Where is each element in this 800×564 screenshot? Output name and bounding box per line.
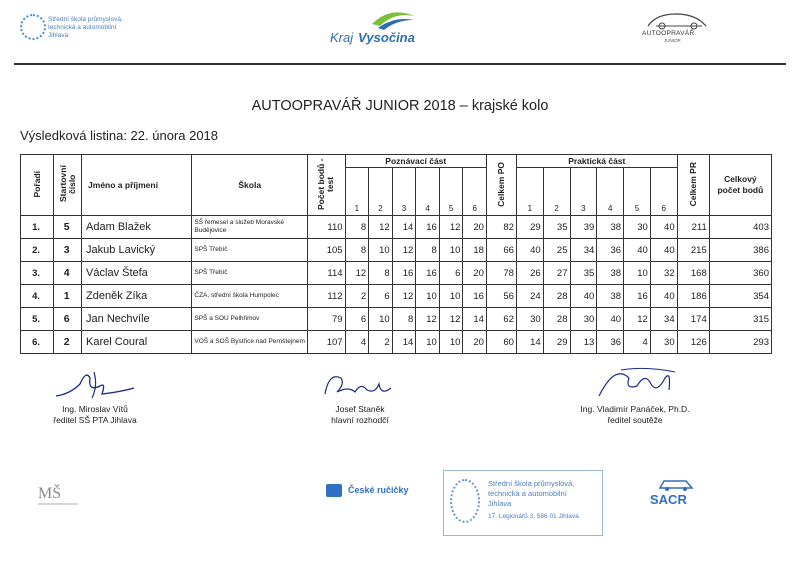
test-points-cell: 105: [308, 239, 345, 262]
practical-score-cell: 24: [516, 285, 543, 308]
practical-score-cell: 26: [516, 262, 543, 285]
recognition-score-cell: 20: [463, 216, 487, 239]
school-cell: SPŠ a SOU Pelhřimov: [192, 308, 308, 331]
name-cell: Jakub Lavický: [82, 239, 192, 262]
svg-text:MŠ: MŠ: [38, 485, 62, 502]
recognition-score-cell: 10: [416, 331, 440, 354]
practical-score-cell: 40: [650, 239, 677, 262]
practical-score-cell: 14: [516, 331, 543, 354]
table-row: [21, 285, 772, 308]
results-table: [20, 154, 772, 354]
po-col-1: 1: [345, 168, 369, 216]
recognition-total-cell: 62: [486, 308, 516, 331]
practical-score-cell: 30: [516, 308, 543, 331]
practical-total-cell: 186: [677, 285, 709, 308]
signature-1-role: ředitel SŠ PTA Jihlava: [53, 415, 137, 425]
stamp-seal-icon: [450, 479, 480, 523]
header-start: Startovní číslo: [54, 155, 82, 216]
practical-score-cell: 30: [570, 308, 597, 331]
practical-score-cell: 29: [543, 331, 570, 354]
ceske-rucicky-logo: [326, 484, 410, 498]
practical-score-cell: 25: [543, 239, 570, 262]
recognition-score-cell: 12: [392, 285, 416, 308]
name-cell: Jan Nechvíle: [82, 308, 192, 331]
recognition-score-cell: 10: [416, 285, 440, 308]
ministry-logo-icon: [38, 478, 78, 508]
signature-1-name: Ing. Miroslav Vítů: [62, 404, 128, 414]
practical-score-cell: 40: [597, 308, 624, 331]
region-logo-kraj: Kraj: [330, 30, 354, 45]
pr-col-6: 6: [650, 168, 677, 216]
start-number-cell: 5: [54, 216, 82, 239]
practical-score-cell: 12: [624, 308, 651, 331]
sacr-car-icon: [656, 476, 696, 492]
overall-total-cell: 354: [709, 285, 771, 308]
table-row: [21, 331, 772, 354]
recognition-score-cell: 12: [439, 308, 463, 331]
recognition-score-cell: 8: [416, 239, 440, 262]
recognition-score-cell: 20: [463, 262, 487, 285]
name-cell: Adam Blažek: [82, 216, 192, 239]
rank-cell: 4.: [21, 285, 54, 308]
school-stamp: [443, 470, 603, 536]
pr-col-1: 1: [516, 168, 543, 216]
recognition-score-cell: 8: [345, 216, 369, 239]
practical-score-cell: 30: [650, 331, 677, 354]
stamp-text: Střední škola průmyslová, technická a automobilní Jihlava: [488, 479, 575, 508]
region-logo: [330, 10, 420, 46]
overall-total-cell: 293: [709, 331, 771, 354]
recognition-score-cell: 8: [369, 262, 393, 285]
recognition-score-cell: 8: [392, 308, 416, 331]
recognition-score-cell: 16: [416, 216, 440, 239]
recognition-score-cell: 8: [345, 239, 369, 262]
start-number-cell: 2: [54, 331, 82, 354]
stamp-address: 17. Legionářů 3, 586 01 Jihlava: [488, 513, 579, 520]
practical-score-cell: 32: [650, 262, 677, 285]
name-cell: Zdeněk Zíka: [82, 285, 192, 308]
school-logo-ring-icon: [20, 14, 46, 40]
recognition-score-cell: 6: [369, 285, 393, 308]
recognition-score-cell: 12: [345, 262, 369, 285]
signature-block-1: [30, 364, 160, 426]
recognition-score-cell: 10: [369, 308, 393, 331]
recognition-score-cell: 14: [392, 216, 416, 239]
header-name: Jméno a příjmení: [82, 155, 192, 216]
table-row: [21, 308, 772, 331]
school-logo: [20, 14, 170, 44]
practical-score-cell: 13: [570, 331, 597, 354]
recognition-score-cell: 2: [369, 331, 393, 354]
signature-1-icon: [50, 364, 140, 404]
po-col-4: 4: [416, 168, 440, 216]
car-icon: [636, 10, 716, 30]
start-number-cell: 1: [54, 285, 82, 308]
practical-score-cell: 40: [624, 239, 651, 262]
header-total-pr: Celkem PR: [677, 155, 709, 216]
practical-score-cell: 28: [543, 285, 570, 308]
name-cell: Karel Coural: [82, 331, 192, 354]
recognition-total-cell: 56: [486, 285, 516, 308]
practical-score-cell: 28: [543, 308, 570, 331]
table-row: [21, 216, 772, 239]
recognition-score-cell: 16: [463, 285, 487, 308]
recognition-score-cell: 20: [463, 331, 487, 354]
rank-cell: 3.: [21, 262, 54, 285]
recognition-score-cell: 14: [392, 331, 416, 354]
recognition-score-cell: 2: [345, 285, 369, 308]
recognition-score-cell: 4: [345, 331, 369, 354]
header-recognition: Poznávací část: [345, 155, 486, 168]
practical-score-cell: 27: [543, 262, 570, 285]
overall-total-cell: 403: [709, 216, 771, 239]
practical-score-cell: 36: [597, 331, 624, 354]
rank-cell: 5.: [21, 308, 54, 331]
practical-score-cell: 34: [650, 308, 677, 331]
signature-block-2: [300, 364, 420, 426]
competition-logo: [636, 10, 716, 46]
school-cell: ČZA, střední škola Humpolec: [192, 285, 308, 308]
recognition-score-cell: 10: [439, 239, 463, 262]
recognition-score-cell: 16: [392, 262, 416, 285]
recognition-score-cell: 12: [392, 239, 416, 262]
pr-col-5: 5: [624, 168, 651, 216]
recognition-score-cell: 12: [416, 308, 440, 331]
recognition-total-cell: 82: [486, 216, 516, 239]
results-date: Výsledková listina: 22. února 2018: [20, 128, 219, 143]
start-number-cell: 3: [54, 239, 82, 262]
practical-score-cell: 40: [570, 285, 597, 308]
recognition-score-cell: 12: [369, 216, 393, 239]
recognition-score-cell: 16: [416, 262, 440, 285]
practical-score-cell: 29: [516, 216, 543, 239]
overall-total-cell: 360: [709, 262, 771, 285]
rank-cell: 2.: [21, 239, 54, 262]
header-overall: Celkový počet bodů: [709, 155, 771, 216]
practical-score-cell: 38: [597, 285, 624, 308]
header-practical: Praktická část: [516, 155, 677, 168]
signature-3-icon: [585, 360, 685, 404]
practical-score-cell: 16: [624, 285, 651, 308]
table-row: [21, 262, 772, 285]
recognition-total-cell: 60: [486, 331, 516, 354]
practical-score-cell: 10: [624, 262, 651, 285]
recognition-score-cell: 10: [439, 285, 463, 308]
start-number-cell: 6: [54, 308, 82, 331]
signature-block-3: [560, 360, 710, 426]
signature-2-name: Josef Staněk: [335, 404, 385, 414]
hands-icon: [326, 484, 342, 497]
practical-score-cell: 38: [597, 216, 624, 239]
ministry-logo: [38, 478, 98, 518]
start-number-cell: 4: [54, 262, 82, 285]
practical-score-cell: 35: [543, 216, 570, 239]
name-cell: Václav Štefa: [82, 262, 192, 285]
pr-col-3: 3: [570, 168, 597, 216]
po-col-3: 3: [392, 168, 416, 216]
po-col-5: 5: [439, 168, 463, 216]
school-cell: VOŠ a SOŠ Bystřice nad Pernštejnem: [192, 331, 308, 354]
practical-total-cell: 174: [677, 308, 709, 331]
overall-total-cell: 315: [709, 308, 771, 331]
recognition-score-cell: 10: [369, 239, 393, 262]
practical-score-cell: 35: [570, 262, 597, 285]
practical-total-cell: 168: [677, 262, 709, 285]
practical-score-cell: 30: [624, 216, 651, 239]
test-points-cell: 114: [308, 262, 345, 285]
practical-total-cell: 211: [677, 216, 709, 239]
practical-score-cell: 38: [597, 262, 624, 285]
practical-score-cell: 39: [570, 216, 597, 239]
recognition-score-cell: 6: [345, 308, 369, 331]
test-points-cell: 112: [308, 285, 345, 308]
recognition-total-cell: 66: [486, 239, 516, 262]
rank-cell: 6.: [21, 331, 54, 354]
po-col-6: 6: [463, 168, 487, 216]
school-cell: SŠ řemesel a služeb Moravské Budějovice: [192, 216, 308, 239]
sacr-logo: [648, 476, 700, 508]
header-rank: Pořadí: [21, 155, 54, 216]
signature-2-role: hlavní rozhodčí: [331, 415, 389, 425]
region-swoosh-icon: [370, 10, 416, 30]
overall-total-cell: 386: [709, 239, 771, 262]
header-school: Škola: [192, 155, 308, 216]
pr-col-4: 4: [597, 168, 624, 216]
recognition-score-cell: 14: [463, 308, 487, 331]
school-cell: SPŠ Třebíč: [192, 262, 308, 285]
practical-score-cell: 40: [650, 216, 677, 239]
practical-score-cell: 34: [570, 239, 597, 262]
practical-score-cell: 4: [624, 331, 651, 354]
header-test: Počet bodů - test: [308, 155, 345, 216]
practical-score-cell: 36: [597, 239, 624, 262]
table-row: [21, 239, 772, 262]
region-logo-vysocina: Vysočina: [358, 30, 415, 45]
test-points-cell: 79: [308, 308, 345, 331]
recognition-score-cell: 10: [439, 331, 463, 354]
practical-score-cell: 40: [650, 285, 677, 308]
practical-total-cell: 126: [677, 331, 709, 354]
po-col-2: 2: [369, 168, 393, 216]
page-title: AUTOOPRAVÁŘ JUNIOR 2018 – krajské kolo: [251, 98, 549, 114]
competition-logo-sub: JUNIOR: [664, 38, 681, 43]
test-points-cell: 107: [308, 331, 345, 354]
sacr-label: SACR: [650, 492, 687, 507]
recognition-score-cell: 6: [439, 262, 463, 285]
test-points-cell: 110: [308, 216, 345, 239]
header-divider: [14, 63, 786, 65]
practical-total-cell: 215: [677, 239, 709, 262]
recognition-total-cell: 78: [486, 262, 516, 285]
school-logo-text: Střední škola průmyslová, technická a automobilní Jihlava: [48, 16, 123, 39]
practical-score-cell: 40: [516, 239, 543, 262]
signature-3-name: Ing. Vladimír Panáček, Ph.D.: [580, 404, 690, 414]
signature-3-role: ředitel soutěže: [607, 415, 663, 425]
signature-2-icon: [315, 364, 405, 404]
pr-col-2: 2: [543, 168, 570, 216]
recognition-score-cell: 18: [463, 239, 487, 262]
header-total-po: Celkem PO: [486, 155, 516, 216]
school-cell: SPŠ Třebíč: [192, 239, 308, 262]
rank-cell: 1.: [21, 216, 54, 239]
competition-logo-text: AUTOOPRAVÁŘ: [642, 30, 695, 37]
recognition-score-cell: 12: [439, 216, 463, 239]
ceske-rucicky-label: České ručičky: [348, 485, 409, 495]
